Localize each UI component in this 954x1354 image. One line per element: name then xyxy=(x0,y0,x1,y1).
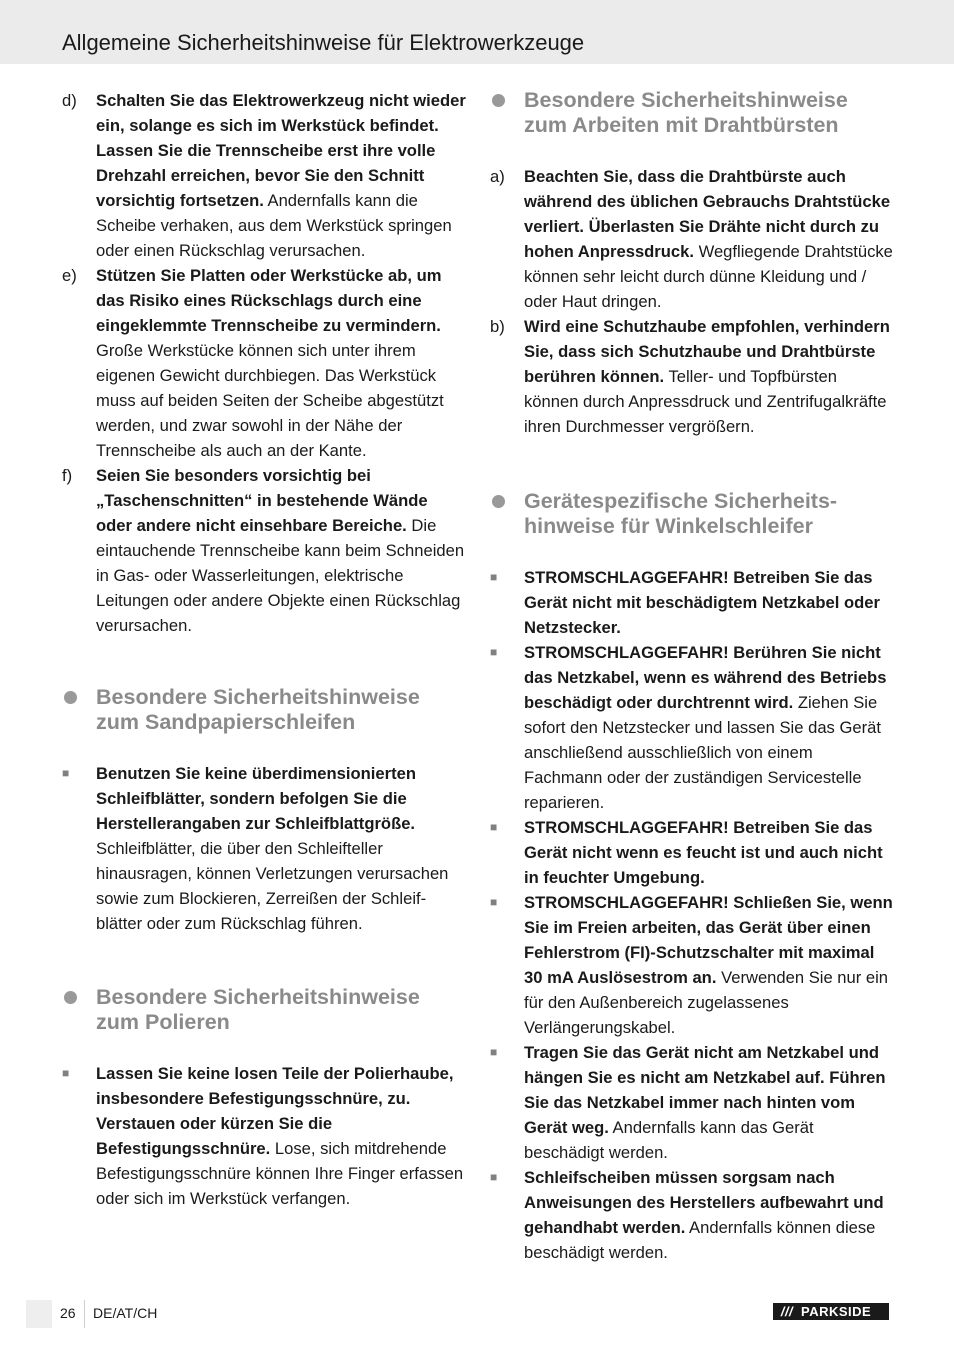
section-heading-sandpaper xyxy=(62,685,466,735)
instruction-item xyxy=(490,640,894,815)
square-bullet-icon: ■ xyxy=(490,570,498,584)
logo-name: PARKSIDE xyxy=(801,1304,872,1319)
instruction-item xyxy=(62,88,466,263)
section-heading-text: Besondere Sicherheitshinweise zum Arbeiten mit Drahtbürsten xyxy=(524,88,848,137)
item-marker: b) xyxy=(490,317,505,336)
logo-slashes-icon: /// xyxy=(780,1304,794,1319)
instruction-bold-text: Lassen Sie keine losen Teile der Polierhaube, insbesondere Befestigungsschnüre, zu. Verstauen oder kürzen Sie die Befestigungsschnüre. xyxy=(96,1064,454,1158)
instruction-bold-text: Benutzen Sie keine überdimensionierten Schleifblätter, sondern befolgen Sie die Herstellerangaben zur Schleifblattgröße. xyxy=(96,764,416,833)
sandpaper-instructions-list xyxy=(62,761,466,936)
instruction-text: Andernfalls können diese beschädigt werden. xyxy=(524,1218,876,1262)
section-heading-wire-brush xyxy=(490,88,894,138)
polishing-instructions-list xyxy=(62,1061,466,1211)
instruction-item xyxy=(490,314,894,439)
instruction-item xyxy=(62,1061,466,1211)
square-bullet-icon: ■ xyxy=(62,766,70,780)
page-number: 26 xyxy=(60,1305,76,1321)
section-heading-text: Gerätespezifische Sicherheitshinweise für Winkelschleifer xyxy=(524,489,838,538)
instruction-item xyxy=(490,164,894,314)
instruction-text: Andernfalls kann die Scheibe verhaken, aus dem Werkstück springen oder einen Rückschlag verursachen. xyxy=(96,191,452,260)
page-header xyxy=(0,0,954,64)
item-marker: a) xyxy=(490,167,505,186)
item-marker: f) xyxy=(62,466,73,485)
instruction-bold-text: Seien Sie besonders vorsichtig bei „Taschenschnitten“ in bestehende Wände oder andere nicht einsehbare Bereiche. xyxy=(96,466,428,535)
instruction-text: Schleifblätter, die über den Schleifteller hinausragen, können Verletzungen verursachen sowie zum Blockieren, Zerreißen der Schleifblätter oder zum Rückschlag führen. xyxy=(96,839,449,933)
bullet-dot-icon xyxy=(64,691,77,704)
instruction-bold-text: Schleifscheiben müssen sorgsam nach Anweisungen des Herstellers aufbewahrt und gehandhabt werden. xyxy=(524,1168,884,1237)
instruction-text: Lose, sich mitdrehende Befestigungsschnüre können Ihre Finger erfassen oder sich im Werkstück verfangen. xyxy=(96,1139,464,1208)
instruction-bold-text: STROMSCHLAGGEFAHR! Betreiben Sie das Gerät nicht mit beschädigtem Netzkabel oder Netzstecker. xyxy=(524,568,880,637)
instruction-text: Die eintauchende Trennscheibe kann beim Schneiden in Gas- oder Wasserleitungen, elektrische Leitungen oder andere Objekte einen Rückschlag verursachen. xyxy=(96,516,465,635)
section-heading-polishing xyxy=(62,985,466,1035)
page-title: Allgemeine Sicherheitshinweise für Elektrowerkzeuge xyxy=(62,30,585,55)
square-bullet-icon: ■ xyxy=(490,895,498,909)
region-label: DE/AT/CH xyxy=(93,1305,158,1321)
square-bullet-icon: ■ xyxy=(490,820,498,834)
instruction-bold-text: STROMSCHLAGGEFAHR! Berühren Sie nicht das Netzkabel, wenn es während des Betriebs beschädigt oder durchtrennt wird. xyxy=(524,643,887,712)
bullet-dot-icon xyxy=(64,991,77,1004)
instruction-text: Andernfalls kann das Gerät beschädigt werden. xyxy=(524,1118,814,1162)
instruction-text: Verwenden Sie nur ein für den Außenbereich zugelassenes Verlängerungskabel. xyxy=(524,968,889,1037)
instruction-item xyxy=(490,815,894,890)
square-bullet-icon: ■ xyxy=(490,645,498,659)
instruction-item xyxy=(490,565,894,640)
angle-grinder-instructions-list xyxy=(490,565,894,1265)
parkside-logo xyxy=(773,1303,889,1320)
section-heading-text: Besondere Sicherheitshinweise zum Sandpapierschleifen xyxy=(96,685,420,734)
instruction-text: Ziehen Sie sofort den Netzstecker und lassen Sie das Gerät anschließend ausschließlich von einem Fachmann oder der zuständigen Servicestelle reparieren. xyxy=(524,693,881,812)
item-marker: d) xyxy=(62,91,77,110)
cutoff-instructions-list xyxy=(62,88,466,638)
bullet-dot-icon xyxy=(492,94,505,107)
square-bullet-icon: ■ xyxy=(62,1066,70,1080)
instruction-bold-text: Tragen Sie das Gerät nicht am Netzkabel und hängen Sie es nicht am Netzkabel auf. Führen Sie das Netzkabel immer nach hinten vom Gerät weg. xyxy=(524,1043,886,1137)
instruction-bold-text: Schalten Sie das Elektrowerkzeug nicht wieder ein, solange es sich im Werkstück befindet. Lassen Sie die Trennscheibe erst ihre volle Drehzahl erreichen, bevor Sie den Schnitt vorsichtig fortsetzen. xyxy=(96,91,466,210)
wire-brush-instructions-list xyxy=(490,164,894,439)
footer-divider xyxy=(84,1300,85,1328)
instruction-bold-text: Wird eine Schutzhaube empfohlen, verhindern Sie, dass sich Schutzhaube und Drahtbürste berühren können. xyxy=(524,317,890,386)
instruction-bold-text: Beachten Sie, dass die Drahtbürste auch während des üblichen Gebrauchs Drahtstücke verliert. Überlasten Sie Drähte nicht durch zu hohen Anpressdruck. xyxy=(524,167,891,261)
instruction-bold-text: STROMSCHLAGGEFAHR! Schließen Sie, wenn Sie im Freien arbeiten, das Gerät über einen Fehlerstrom (FI)-Schutzschalter mit maximal 30 mA Auslösestrom an. xyxy=(524,893,893,987)
section-heading-angle-grinder xyxy=(490,489,894,539)
instruction-item xyxy=(490,1040,894,1165)
square-bullet-icon: ■ xyxy=(490,1045,498,1059)
item-marker: e) xyxy=(62,266,77,285)
instruction-text: Teller- und Topfbürsten können durch Anpressdruck und Zentrifugalkräfte ihren Durchmesser vergrößern. xyxy=(524,367,887,436)
instruction-text: Große Werkstücke können sich unter ihrem eigenen Gewicht durchbiegen. Das Werkstück muss auf beiden Seiten der Scheibe abgestützt werden, und zwar sowohl in der Nähe der Trennscheibe als auch an der Kante. xyxy=(96,341,444,460)
footer-marker-box xyxy=(26,1300,52,1328)
instruction-item xyxy=(62,263,466,463)
instruction-bold-text: STROMSCHLAGGEFAHR! Betreiben Sie das Gerät nicht wenn es feucht ist und auch nicht in feuchter Umgebung. xyxy=(524,818,883,887)
instruction-item xyxy=(490,890,894,1040)
bullet-dot-icon xyxy=(492,495,505,508)
left-column xyxy=(62,88,466,1211)
instruction-item xyxy=(490,1165,894,1265)
instruction-bold-text: Stützen Sie Platten oder Werkstücke ab, um das Risiko eines Rückschlags durch eine eingeklemmte Trennscheibe zu vermindern. xyxy=(96,266,442,335)
instruction-item xyxy=(62,761,466,936)
square-bullet-icon: ■ xyxy=(490,1170,498,1184)
instruction-text: Wegfliegende Drahtstücke können sehr leicht durch dünne Kleidung und / oder Haut dringen. xyxy=(524,242,893,311)
right-column xyxy=(490,88,894,1265)
section-heading-text: Besondere Sicherheitshinweise zum Polieren xyxy=(96,985,420,1034)
instruction-item xyxy=(62,463,466,638)
